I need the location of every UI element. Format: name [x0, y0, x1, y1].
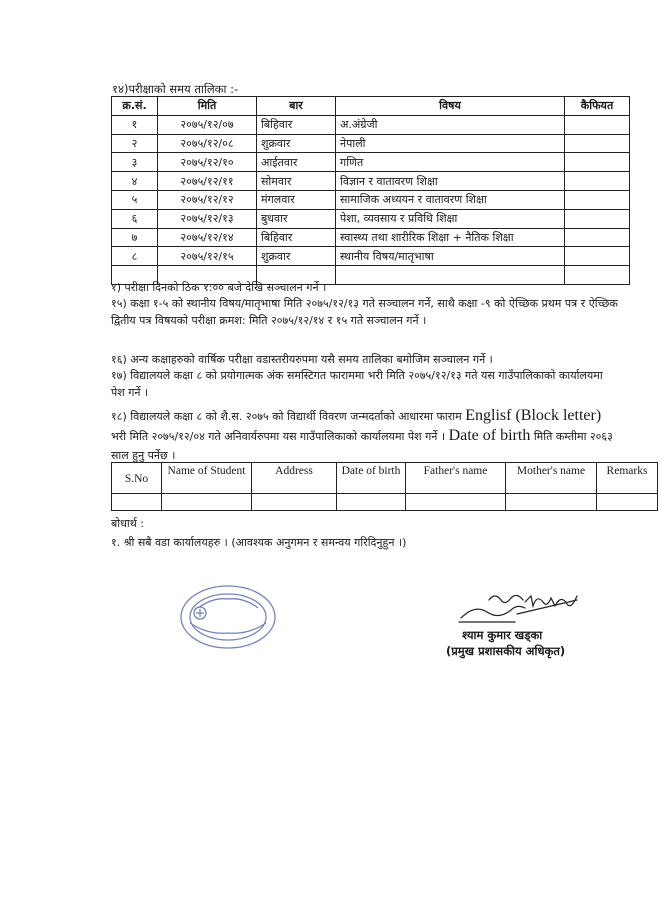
cell-sn: ८	[112, 247, 158, 266]
student-form-table	[111, 462, 658, 511]
bodhartha-line: १. श्री सबै वडा कार्यालयहरु । (आवश्यक अनुगमन र समन्वय गरिदिनुहुन ।)	[111, 536, 407, 549]
cell-remarks	[565, 134, 630, 153]
cell-subject: विज्ञान र वातावरण शिक्षा	[336, 172, 565, 191]
note-1: १) परीक्षा दिनको ठिक १:०० बजे देखि सञ्चालन गर्ने ।	[111, 281, 327, 294]
cell-remarks	[565, 228, 630, 247]
table-row	[112, 115, 630, 134]
cell-remarks	[565, 115, 630, 134]
form-col-sno: S.No	[112, 463, 162, 494]
cell-day: बिहिवार	[257, 228, 336, 247]
cell-date: २०७५/१२/११	[158, 172, 257, 191]
note-15: १५) कक्षा १-५ को स्थानीय विषय/मातृभाषा मिति २०७५/१२/१३ गते सञ्चालन गर्ने, साथै कक्षा -९ को ऐच्छिक प्रथम पत्र र ऐच्छिक द्वितीय पत्र विषयको परीक्षा क्रमश: मिति २०७५/१२/१४ र १५ गते सञ्चालन गर्ने ।	[111, 297, 618, 327]
note-18	[111, 406, 619, 465]
note-18-part-e: मिति कम्तीमा २०६३ साल हुनु पर्नेछ ।	[111, 430, 613, 462]
cell-date: २०७५/१२/१०	[158, 153, 257, 172]
col-date: मिति	[158, 97, 257, 116]
cell-sn: २	[112, 134, 158, 153]
form-empty-row	[112, 494, 658, 511]
cell-remarks	[565, 190, 630, 209]
cell-sn: ४	[112, 172, 158, 191]
note-17: १७) विद्यालयले कक्षा ८ को प्रयोगात्मक अंक समस्टिगत फाराममा भरी मिति २०७५/१२/१३ गते यस गाउँपालिकाको कार्यालयमा पेश गर्ने ।	[111, 369, 603, 399]
table-row	[112, 190, 630, 209]
cell-date: २०७५/१२/१४	[158, 228, 257, 247]
form-col-dob: Date of birth	[337, 463, 406, 494]
cell-sn: ७	[112, 228, 158, 247]
table-row	[112, 228, 630, 247]
cell-sn: १	[112, 115, 158, 134]
form-col-father: Father's name	[406, 463, 506, 494]
cell-date: २०७५/१२/०७	[158, 115, 257, 134]
col-subject: विषय	[336, 97, 565, 116]
cell-date: २०७५/१२/०८	[158, 134, 257, 153]
cell-subject: स्थानीय विषय/मातृभाषा	[336, 247, 565, 266]
signatory-title: (प्रमुख प्रशासकीय अधिकृत)	[446, 644, 566, 658]
table-row	[112, 172, 630, 191]
note-16: १६) अन्य कक्षाहरुको वार्षिक परीक्षा वडास्तरीयरुपमा यसै समय तालिका बमोजिम सञ्चालन गर्ने ।	[111, 353, 493, 366]
cell-sn: ६	[112, 209, 158, 228]
cell-day: शुक्रवार	[257, 134, 336, 153]
note-18-part-d: Date of birth	[448, 427, 531, 444]
cell-date: २०७५/१२/१५	[158, 247, 257, 266]
table-row	[112, 209, 630, 228]
cell-day: सोमवार	[257, 172, 336, 191]
schedule-heading: १४)परीक्षाको समय तालिका :-	[112, 82, 239, 96]
table-row	[112, 247, 630, 266]
cell-sn: ३	[112, 153, 158, 172]
form-col-name: Name of Student	[162, 463, 252, 494]
cell-day: मंगलवार	[257, 190, 336, 209]
cell-date: २०७५/१२/१३	[158, 209, 257, 228]
cell-subject: अ.अंग्रेजी	[336, 115, 565, 134]
table-row	[112, 134, 630, 153]
handwritten-signature	[455, 582, 595, 630]
cell-subject: नेपाली	[336, 134, 565, 153]
cell-remarks	[565, 172, 630, 191]
note-18-part-c: भरी मिति २०७५/१२/०४ गते अनिवार्यरुपमा यस गाउँपालिकाको कार्यालयमा पेश गर्ने ।	[111, 430, 446, 443]
cell-subject: गणित	[336, 153, 565, 172]
signatory-name: श्याम कुमार खड्का	[462, 628, 543, 642]
form-col-address: Address	[252, 463, 337, 494]
cell-day: शुक्रवार	[257, 247, 336, 266]
form-header-row	[112, 463, 658, 494]
cell-day: आईतवार	[257, 153, 336, 172]
bodhartha-label: बोधार्थ :	[111, 517, 144, 530]
col-day: बार	[257, 97, 336, 116]
table-header-row	[112, 97, 630, 116]
exam-schedule-table	[111, 96, 630, 285]
cell-remarks	[565, 209, 630, 228]
cell-day: बिहिवार	[257, 115, 336, 134]
form-col-remarks: Remarks	[597, 463, 658, 494]
cell-subject: स्वास्थ्य तथा शारीरिक शिक्षा + नैतिक शिक्षा	[336, 228, 565, 247]
table-row	[112, 153, 630, 172]
cell-subject: सामाजिक अध्ययन र वातावरण शिक्षा	[336, 190, 565, 209]
note-18-part-a: १८) विद्यालयले कक्षा ८ को शै.स. २०७५ को विद्यार्थी विवरण जन्मदर्ताको आधारमा फाराम	[111, 410, 462, 423]
cell-subject: पेशा, व्यवसाय र प्रविधि शिक्षा	[336, 209, 565, 228]
cell-remarks	[565, 153, 630, 172]
cell-sn: ५	[112, 190, 158, 209]
col-sn: क्र.सं.	[112, 97, 158, 116]
form-col-mother: Mother's name	[506, 463, 597, 494]
note-18-part-b: Englisf (Block letter)	[465, 407, 602, 424]
col-remarks: कैफियत	[565, 97, 630, 116]
cell-remarks	[565, 247, 630, 266]
cell-day: बुधवार	[257, 209, 336, 228]
cell-date: २०७५/१२/१२	[158, 190, 257, 209]
office-seal-stamp	[178, 583, 278, 651]
